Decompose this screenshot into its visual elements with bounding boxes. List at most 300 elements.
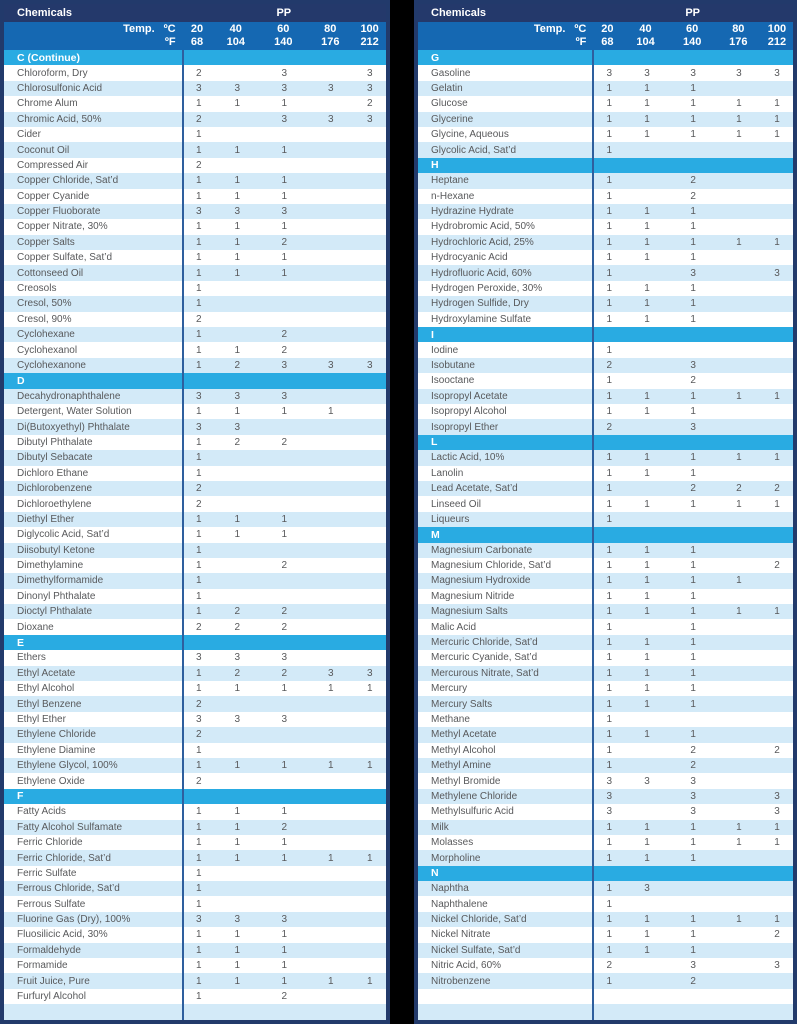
table-body (418, 50, 793, 1020)
rating-cell: 1 (690, 467, 696, 479)
chemical-name: Copper Fluoborate (17, 206, 101, 218)
rating-cell: 1 (281, 852, 288, 864)
rating-cell: 1 (196, 975, 202, 987)
table-row (4, 573, 386, 588)
chemical-name: n-Hexane (431, 190, 475, 202)
chemicals-header-label: Chemicals (17, 7, 73, 19)
rating-cell: 3 (196, 421, 202, 433)
chemicals-header-label: Chemicals (431, 7, 487, 19)
temp-f-value: 212 (767, 36, 787, 48)
table-row (4, 558, 386, 573)
rating-cell: 1 (606, 513, 613, 525)
fahrenheit-unit-label: ºF (575, 36, 587, 48)
table-row (418, 358, 793, 373)
rating-cell: 1 (196, 606, 202, 618)
table-row (4, 973, 386, 988)
rating-cell: 2 (281, 436, 288, 448)
rating-cell: 1 (281, 975, 288, 987)
temp-f-value: 68 (601, 36, 614, 48)
table-row (418, 81, 793, 96)
chemical-name: Fatty Acids (17, 806, 66, 818)
rating-cell: 3 (281, 113, 288, 125)
chemical-name: Malic Acid (431, 621, 477, 633)
chemical-name: Glycine, Aqueous (431, 129, 509, 141)
table-row (4, 65, 386, 80)
chemical-name: Detergent, Water Solution (17, 406, 132, 418)
rating-cell: 1 (196, 590, 202, 602)
table-row (4, 989, 386, 1004)
rating-cell: 3 (606, 806, 613, 818)
temp-c-value: 60 (277, 23, 290, 35)
chemical-name: Iodine (431, 344, 459, 356)
table-row (418, 943, 793, 958)
chemical-name: Liqueurs (431, 513, 470, 525)
rating-cell: 1 (234, 929, 241, 941)
chemical-name: Naphtha (431, 883, 469, 895)
section-label: F (17, 790, 24, 803)
rating-cell: 1 (690, 544, 696, 556)
chemical-name: Methane (431, 713, 470, 725)
chemical-name: Cyclohexane (17, 329, 75, 341)
rating-cell: 1 (281, 221, 288, 233)
rating-cell: 1 (234, 837, 241, 849)
chemical-name: Fluorine Gas (Dry), 100% (17, 914, 131, 926)
rating-cell: 1 (196, 529, 202, 541)
chemical-name: Ethylene Chloride (17, 729, 96, 741)
chemical-name: Copper Cyanide (17, 190, 90, 202)
temp-c-value: 20 (601, 23, 614, 35)
rating-cell: 2 (606, 360, 613, 371)
rating-cell: 2 (690, 744, 696, 756)
rating-cell: 1 (606, 652, 613, 664)
rating-cell: 1 (606, 590, 613, 602)
rating-cell: 1 (644, 236, 650, 248)
chemical-name: Isopropyl Ether (431, 421, 499, 433)
temp-f-value: 140 (274, 36, 293, 48)
rating-cell: 1 (606, 575, 613, 587)
rating-cell: 1 (774, 914, 780, 926)
rating-cell: 2 (281, 991, 288, 1003)
rating-cell: 1 (774, 113, 780, 125)
table-row (418, 450, 793, 465)
rating-cell: 1 (644, 944, 650, 956)
chemical-name: Cottonseed Oil (17, 267, 84, 279)
chemical-name: Mercury Salts (431, 698, 493, 710)
table-row (418, 189, 793, 204)
fahrenheit-unit-label: ºF (164, 36, 176, 48)
rating-cell: 1 (234, 760, 241, 772)
temp-f-values (182, 36, 386, 49)
rating-cell: 1 (690, 683, 696, 695)
rating-cell: 1 (234, 190, 241, 202)
table-body (4, 50, 386, 1020)
rating-cell: 1 (774, 498, 780, 510)
rating-cell: 2 (281, 236, 288, 248)
chemical-name: Hydrocyanic Acid (431, 252, 508, 264)
rating-cell: 3 (281, 390, 288, 402)
rating-cell: 1 (736, 452, 742, 464)
rating-cell: 1 (281, 760, 288, 772)
rating-cell: 1 (281, 190, 288, 202)
temp-f-values (592, 36, 793, 49)
table-row (418, 573, 793, 588)
chemical-name: Dioctyl Phthalate (17, 606, 93, 618)
section-row (418, 435, 793, 450)
rating-cell: 3 (196, 713, 202, 725)
chemical-name: Ethyl Benzene (17, 698, 82, 710)
rating-cell: 1 (736, 498, 742, 510)
rating-cell: 2 (196, 698, 202, 710)
table-row (4, 112, 386, 127)
table-row (4, 389, 386, 404)
rating-cell: 1 (234, 344, 241, 356)
rating-cell: 1 (774, 98, 780, 110)
rating-cell: 1 (234, 252, 241, 264)
rating-cell: 3 (281, 67, 288, 79)
rating-cell: 1 (606, 344, 613, 356)
rating-cell: 3 (234, 914, 241, 926)
table-header-band2 (418, 22, 793, 50)
table-row (4, 696, 386, 711)
table-row (4, 604, 386, 619)
table-row (418, 404, 793, 419)
table-row (4, 96, 386, 111)
rating-cell: 3 (366, 667, 373, 679)
rating-cell: 1 (606, 744, 613, 756)
rating-cell: 1 (606, 637, 613, 649)
rating-cell: 1 (606, 406, 613, 418)
rating-cell: 1 (234, 683, 241, 695)
rating-cell: 1 (281, 529, 288, 541)
rating-cell: 1 (690, 82, 696, 94)
rating-cell: 2 (281, 560, 288, 572)
table-row (418, 635, 793, 650)
rating-cell: 1 (366, 975, 373, 987)
chemical-name: Glycerine (431, 113, 474, 125)
chemical-name: Copper Salts (17, 236, 75, 248)
table-row (418, 512, 793, 527)
rating-cell: 3 (281, 713, 288, 725)
rating-cell: 1 (606, 483, 613, 495)
chemical-name: Magnesium Nitride (431, 590, 515, 602)
table-row (418, 927, 793, 942)
table-row (418, 496, 793, 511)
rating-cell: 1 (606, 375, 613, 387)
rating-cell: 1 (644, 852, 650, 864)
table-row (418, 681, 793, 696)
rating-cell: 2 (196, 483, 202, 495)
rating-cell: 3 (328, 82, 334, 94)
rating-cell: 1 (196, 560, 202, 572)
table-row (418, 235, 793, 250)
rating-cell: 1 (234, 529, 241, 541)
rating-cell: 1 (196, 452, 202, 464)
chemical-name: Mercuric Chloride, Sat’d (431, 637, 538, 649)
rating-cell: 2 (196, 313, 202, 325)
table-row (4, 727, 386, 742)
chemical-name: Dibutyl Sebacate (17, 452, 93, 464)
table-row (418, 543, 793, 558)
rating-cell: 2 (690, 760, 696, 772)
rating-cell: 1 (234, 236, 241, 248)
temp-f-value: 212 (360, 36, 379, 48)
chemical-name: Lanolin (431, 467, 464, 479)
table-row (4, 850, 386, 865)
chemical-name: Methyl Bromide (431, 775, 501, 787)
rating-cell: 1 (234, 144, 241, 156)
chemical-name: Methyl Acetate (431, 729, 497, 741)
rating-cell: 3 (690, 960, 696, 972)
rating-cell: 1 (690, 236, 696, 248)
rating-cell: 1 (196, 760, 202, 772)
table-row (4, 820, 386, 835)
rating-cell: 1 (644, 406, 650, 418)
rating-cell: 1 (644, 298, 650, 310)
rating-cell: 1 (690, 129, 696, 141)
table-row (418, 173, 793, 188)
rating-cell: 1 (736, 837, 742, 849)
rating-cell: 1 (690, 652, 696, 664)
empty-row (4, 1004, 386, 1019)
chemical-name: Fruit Juice, Pure (17, 975, 90, 987)
rating-cell: 3 (690, 67, 696, 79)
section-row (4, 789, 386, 804)
chemical-name: Copper Chloride, Sat’d (17, 175, 119, 187)
rating-cell: 3 (196, 390, 202, 402)
rating-cell: 2 (690, 975, 696, 987)
table-row (4, 158, 386, 173)
table-row (4, 342, 386, 357)
table-row (418, 973, 793, 988)
chemical-name: Lead Acetate, Sat’d (431, 483, 518, 495)
table-row (4, 358, 386, 373)
table-row (418, 758, 793, 773)
rating-cell: 1 (774, 837, 780, 849)
table-row (4, 496, 386, 511)
rating-cell: 1 (328, 406, 334, 418)
rating-cell: 2 (196, 67, 202, 79)
rating-cell: 1 (196, 944, 202, 956)
section-row (4, 373, 386, 388)
rating-cell: 1 (606, 713, 613, 725)
rating-cell: 1 (234, 513, 241, 525)
rating-cell: 1 (644, 929, 650, 941)
rating-cell: 1 (234, 267, 241, 279)
rating-cell: 1 (606, 283, 613, 295)
rating-cell: 1 (234, 821, 241, 833)
rating-cell: 2 (234, 667, 241, 679)
rating-cell: 1 (196, 360, 202, 371)
rating-cell: 1 (644, 729, 650, 741)
rating-cell: 1 (606, 98, 613, 110)
table-row (4, 296, 386, 311)
rating-cell: 1 (196, 436, 202, 448)
chemical-name: Molasses (431, 837, 474, 849)
table-row (4, 589, 386, 604)
section-row (418, 527, 793, 542)
table-row (4, 435, 386, 450)
rating-cell: 2 (234, 360, 241, 371)
section-row (418, 327, 793, 342)
table-row (4, 712, 386, 727)
rating-cell: 3 (234, 713, 241, 725)
rating-cell: 1 (644, 606, 650, 618)
chemical-name: Hydrobromic Acid, 50% (431, 221, 535, 233)
table-row (418, 650, 793, 665)
table-row (418, 743, 793, 758)
section-label: G (431, 51, 440, 64)
rating-cell: 1 (196, 144, 202, 156)
chemical-name: Ethers (17, 652, 46, 664)
table-row (4, 943, 386, 958)
rating-cell: 1 (606, 606, 613, 618)
chemical-name: Isooctane (431, 375, 475, 387)
rating-cell: 1 (736, 98, 742, 110)
table-row (418, 419, 793, 434)
rating-cell: 1 (690, 821, 696, 833)
chemical-name: Hydrazine Hydrate (431, 206, 514, 218)
table-header-band1 (418, 4, 793, 22)
rating-cell: 1 (606, 252, 613, 264)
rating-cell: 1 (606, 267, 613, 279)
table-row (418, 896, 793, 911)
rating-cell: 1 (281, 252, 288, 264)
rating-cell: 1 (606, 883, 613, 895)
rating-cell: 1 (644, 452, 650, 464)
rating-cell: 3 (328, 360, 334, 371)
temp-c-value: 40 (639, 23, 652, 35)
rating-cell: 3 (606, 775, 613, 787)
table-row (4, 142, 386, 157)
table-row (418, 773, 793, 788)
rating-cell: 1 (690, 206, 696, 218)
table-row (4, 866, 386, 881)
table-row (4, 958, 386, 973)
rating-cell: 1 (644, 82, 650, 94)
table-row (4, 512, 386, 527)
chem-table (0, 0, 390, 1024)
chemical-name: Ferric Chloride (17, 837, 83, 849)
rating-cell: 1 (196, 252, 202, 264)
rating-cell: 1 (644, 683, 650, 695)
chemical-name: Dimethylformamide (17, 575, 104, 587)
rating-cell: 1 (234, 406, 241, 418)
rating-cell: 1 (736, 236, 742, 248)
table-row (4, 681, 386, 696)
rating-cell: 3 (366, 82, 373, 94)
chemical-name: Ethyl Alcohol (17, 683, 75, 695)
chemical-name: Copper Sulfate, Sat’d (17, 252, 113, 264)
rating-cell: 2 (281, 606, 288, 618)
table-row (4, 466, 386, 481)
rating-cell: 1 (366, 852, 373, 864)
rating-cell: 1 (196, 329, 202, 341)
rating-cell: 2 (196, 113, 202, 125)
rating-cell: 2 (281, 329, 288, 341)
rating-cell: 1 (644, 390, 650, 402)
rating-cell: 1 (606, 82, 613, 94)
section-label: M (431, 528, 440, 541)
section-label: E (17, 636, 25, 649)
rating-cell: 1 (196, 221, 202, 233)
chemical-name: Chlorosulfonic Acid (17, 82, 103, 94)
rating-cell: 1 (328, 683, 334, 695)
table-row (4, 419, 386, 434)
chemical-name: Milk (431, 821, 449, 833)
rating-cell: 3 (644, 775, 650, 787)
rating-cell: 3 (281, 206, 288, 218)
table-row (418, 466, 793, 481)
rating-cell: 2 (690, 175, 696, 187)
chemical-name: Linseed Oil (431, 498, 482, 510)
rating-cell: 1 (736, 113, 742, 125)
chemical-name: Naphthalene (431, 898, 488, 910)
rating-cell: 1 (644, 837, 650, 849)
temp-f-value: 104 (226, 36, 245, 48)
rating-cell: 3 (644, 67, 650, 79)
rating-cell: 1 (281, 929, 288, 941)
rating-cell: 1 (644, 560, 650, 572)
rating-cell: 3 (774, 267, 780, 279)
chemical-name: Formamide (17, 960, 68, 972)
chemical-name: Chloroform, Dry (17, 67, 88, 79)
rating-cell: 1 (606, 975, 613, 987)
chemical-name: Nickel Chloride, Sat’d (431, 914, 527, 926)
table-row (418, 219, 793, 234)
rating-cell: 1 (690, 313, 696, 325)
rating-cell: 3 (690, 790, 696, 802)
chemical-name: Methylsulfuric Acid (431, 806, 514, 818)
rating-cell: 3 (366, 113, 373, 125)
rating-cell: 1 (606, 621, 613, 633)
rating-cell: 1 (690, 390, 696, 402)
rating-cell: 1 (606, 221, 613, 233)
chem-table (414, 0, 797, 1024)
rating-cell: 3 (366, 67, 373, 79)
rating-cell: 1 (690, 560, 696, 572)
temp-c-value: 40 (229, 23, 242, 35)
rating-cell: 2 (606, 421, 613, 433)
rating-cell: 1 (606, 129, 613, 141)
rating-cell: 2 (774, 483, 780, 495)
chemical-name: Ferric Chloride, Sat’d (17, 852, 111, 864)
rating-cell: 1 (690, 637, 696, 649)
chemical-name: Ferric Sulfate (17, 867, 77, 879)
rating-cell: 1 (606, 683, 613, 695)
rating-cell: 1 (644, 821, 650, 833)
rating-cell: 1 (774, 452, 780, 464)
material-pp-label: PP (276, 7, 292, 19)
rating-cell: 1 (234, 960, 241, 972)
chemical-name: Ethyl Acetate (17, 667, 76, 679)
rating-cell: 1 (690, 98, 696, 110)
rating-cell: 1 (690, 621, 696, 633)
chemical-name: Lactic Acid, 10% (431, 452, 505, 464)
rating-cell: 1 (606, 852, 613, 864)
rating-cell: 1 (690, 667, 696, 679)
rating-cell: 1 (606, 190, 613, 202)
rating-cell: 1 (606, 206, 613, 218)
rating-cell: 2 (690, 375, 696, 387)
rating-cell: 1 (644, 221, 650, 233)
rating-cell: 2 (690, 190, 696, 202)
rating-cell: 1 (644, 98, 650, 110)
table-row (4, 327, 386, 342)
table-row (418, 850, 793, 865)
rating-cell: 1 (606, 298, 613, 310)
chemical-name: Gasoline (431, 67, 471, 79)
rating-cell: 1 (644, 498, 650, 510)
